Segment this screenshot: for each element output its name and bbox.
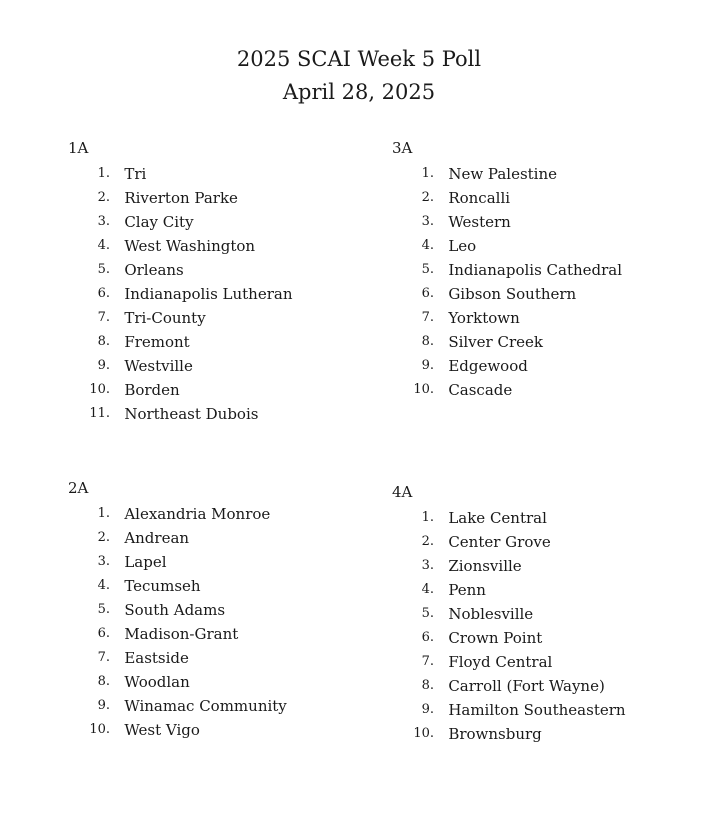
team-name: Orleans	[124, 261, 184, 279]
team-name: Edgewood	[448, 357, 528, 375]
class-1a-section	[68, 138, 368, 426]
team-name: Alexandria Monroe	[124, 505, 271, 523]
team-name: Center Grove	[448, 533, 551, 551]
rank-number: 1 .	[410, 162, 434, 186]
team-name: Penn	[448, 581, 486, 599]
rank-number: 1 .	[410, 506, 434, 530]
team-name: Northeast Dubois	[124, 405, 259, 423]
team-name: Winamac Community	[124, 697, 287, 715]
poll-title: 2025 SCAI Week 5 Poll	[236, 47, 482, 71]
team-name: Tri-County	[124, 309, 206, 327]
list-item	[86, 402, 368, 426]
list-item	[86, 330, 368, 354]
rank-number: 3 .	[410, 210, 434, 234]
rank-number: 2 .	[410, 530, 434, 554]
rank-number: 7 .	[86, 306, 110, 330]
rank-number: 6 .	[410, 282, 434, 306]
team-name: Woodlan	[124, 673, 190, 691]
rank-number: 4 .	[410, 578, 434, 602]
rank-number: 7 .	[86, 646, 110, 670]
list-item	[410, 210, 692, 234]
list-item	[410, 722, 692, 746]
list-item	[410, 530, 692, 554]
team-name: Indianapolis Lutheran	[124, 285, 293, 303]
team-name: Yorktown	[448, 309, 520, 327]
list-item	[410, 162, 692, 186]
team-name: Tri	[124, 165, 147, 183]
team-name: Western	[448, 213, 511, 231]
rank-number: 5 .	[86, 598, 110, 622]
team-name: Westville	[124, 357, 193, 375]
list-item	[410, 378, 692, 402]
list-item	[86, 646, 368, 670]
list-item	[410, 554, 692, 578]
ranking-list	[392, 162, 692, 402]
team-name: Carroll (Fort Wayne)	[448, 677, 605, 695]
rank-number: 9 .	[410, 698, 434, 722]
rank-number: 3 .	[86, 210, 110, 234]
team-name: Indianapolis Cathedral	[448, 261, 623, 279]
team-name: Cascade	[448, 381, 513, 399]
list-item	[86, 574, 368, 598]
rank-number: 7 .	[410, 306, 434, 330]
rank-number: 8 .	[410, 674, 434, 698]
list-item	[410, 186, 692, 210]
list-item	[410, 602, 692, 626]
list-item	[410, 354, 692, 378]
team-name: Roncalli	[448, 189, 511, 207]
rank-number: 5 .	[410, 258, 434, 282]
team-name: Floyd Central	[448, 653, 553, 671]
list-item	[410, 282, 692, 306]
rank-number: 6 .	[410, 626, 434, 650]
team-name: Borden	[124, 381, 180, 399]
rank-number: 8 .	[86, 330, 110, 354]
team-name: Hamilton Southeastern	[448, 701, 626, 719]
rank-number: 7 .	[410, 650, 434, 674]
team-name: Andrean	[124, 529, 190, 547]
rank-number: 2 .	[410, 186, 434, 210]
list-item	[86, 526, 368, 550]
list-item	[410, 626, 692, 650]
class-heading: 2A	[68, 479, 89, 497]
list-item	[410, 330, 692, 354]
team-name: Lapel	[124, 553, 167, 571]
rank-number: 3 .	[410, 554, 434, 578]
team-name: Zionsville	[448, 557, 522, 575]
rank-number: 10 .	[410, 722, 434, 746]
list-item	[86, 282, 368, 306]
class-heading: 4A	[392, 483, 413, 501]
team-name: West Vigo	[124, 721, 200, 739]
list-item	[410, 674, 692, 698]
team-name: Noblesville	[448, 605, 534, 623]
list-item	[86, 162, 368, 186]
rank-number: 6 .	[86, 282, 110, 306]
class-3a-section	[392, 138, 692, 402]
rank-number: 8 .	[86, 670, 110, 694]
list-item	[86, 210, 368, 234]
list-item	[86, 234, 368, 258]
list-item	[86, 694, 368, 718]
rank-number: 3 .	[86, 550, 110, 574]
team-name: Brownsburg	[448, 725, 542, 743]
list-item	[86, 306, 368, 330]
rank-number: 2 .	[86, 526, 110, 550]
list-item	[410, 650, 692, 674]
team-name: Leo	[448, 237, 477, 255]
class-4a-section	[392, 482, 692, 746]
list-item	[410, 578, 692, 602]
list-item	[86, 718, 368, 742]
rank-number: 9 .	[86, 354, 110, 378]
team-name: Clay City	[124, 213, 194, 231]
team-name: Madison-Grant	[124, 625, 239, 643]
team-name: Gibson Southern	[448, 285, 577, 303]
list-item	[86, 550, 368, 574]
list-item	[410, 306, 692, 330]
ranking-list	[392, 506, 692, 746]
list-item	[86, 378, 368, 402]
rank-number: 6 .	[86, 622, 110, 646]
rank-number: 11 .	[86, 402, 110, 426]
rank-number: 1 .	[86, 162, 110, 186]
list-item	[410, 698, 692, 722]
ranking-list	[68, 502, 368, 742]
rank-number: 9 .	[410, 354, 434, 378]
class-heading: 3A	[392, 139, 413, 157]
rank-number: 4 .	[86, 234, 110, 258]
rank-number: 5 .	[86, 258, 110, 282]
ranking-list	[68, 162, 368, 426]
rank-number: 4 .	[410, 234, 434, 258]
rank-number: 1 .	[86, 502, 110, 526]
rank-number: 8 .	[410, 330, 434, 354]
class-2a-section	[68, 478, 368, 742]
rank-number: 10 .	[86, 718, 110, 742]
rank-number: 10 .	[410, 378, 434, 402]
list-item	[86, 186, 368, 210]
team-name: Crown Point	[448, 629, 543, 647]
team-name: Lake Central	[448, 509, 547, 527]
rank-number: 5 .	[410, 602, 434, 626]
team-name: West Washington	[124, 237, 256, 255]
team-name: South Adams	[124, 601, 226, 619]
class-heading: 1A	[68, 139, 89, 157]
rank-number: 2 .	[86, 186, 110, 210]
team-name: Fremont	[124, 333, 190, 351]
list-item	[410, 258, 692, 282]
team-name: New Palestine	[448, 165, 558, 183]
rank-number: 10 .	[86, 378, 110, 402]
team-name: Eastside	[124, 649, 189, 667]
list-item	[86, 598, 368, 622]
list-item	[86, 622, 368, 646]
list-item	[86, 502, 368, 526]
rank-number: 4 .	[86, 574, 110, 598]
team-name: Riverton Parke	[124, 189, 238, 207]
list-item	[86, 670, 368, 694]
list-item	[410, 234, 692, 258]
rank-number: 9 .	[86, 694, 110, 718]
team-name: Tecumseh	[124, 577, 201, 595]
poll-date: April 28, 2025	[282, 80, 436, 104]
list-item	[86, 258, 368, 282]
list-item	[86, 354, 368, 378]
team-name: Silver Creek	[448, 333, 543, 351]
list-item	[410, 506, 692, 530]
